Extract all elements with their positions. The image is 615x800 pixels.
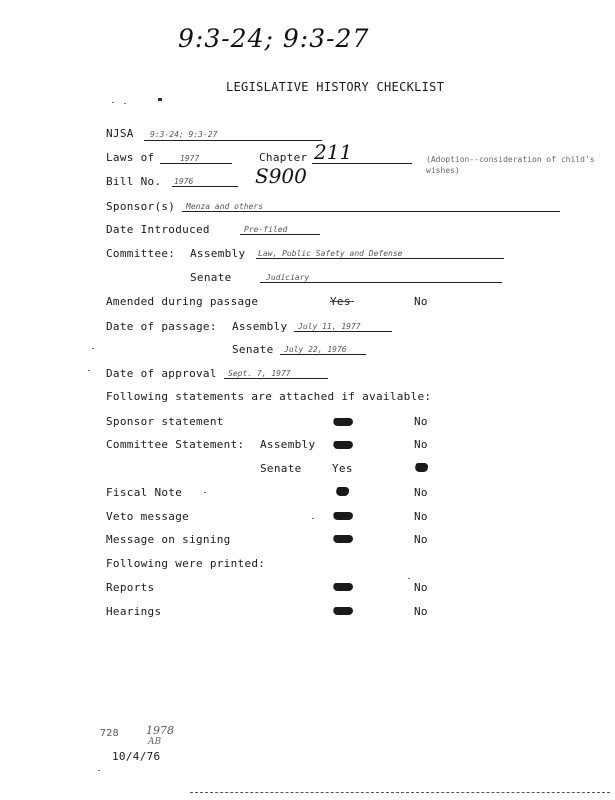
approval-underline: [224, 378, 328, 379]
scan-speck: [312, 518, 314, 519]
laws-of-value: 1977: [180, 154, 200, 163]
passage-senate-label: Senate: [232, 343, 274, 356]
scan-speck: [204, 492, 206, 493]
statements-heading: Following statements are attached if available:: [106, 390, 432, 403]
committee-senate-value: Judiciary: [266, 273, 310, 282]
scan-speck: [88, 370, 90, 371]
hearings-no: No: [414, 605, 428, 618]
scan-speck: [124, 103, 126, 104]
handwritten-bill-number: S900: [255, 164, 307, 188]
printed-heading: Following were printed:: [106, 557, 266, 570]
committee-senate-underline: [260, 282, 502, 283]
message-on-signing-label: Message on signing: [106, 533, 231, 546]
njsa-underline: [144, 140, 322, 141]
approval-value: Sept. 7, 1977: [228, 369, 291, 378]
veto-message-label: Veto message: [106, 510, 190, 523]
scan-speck: [98, 770, 100, 771]
committee-label: Committee:: [106, 247, 176, 260]
date-introduced-label: Date Introduced: [106, 223, 210, 236]
amended-yes: Yes: [330, 295, 351, 308]
njsa-label: NJSA: [106, 127, 134, 140]
fiscal-note-label: Fiscal Note: [106, 486, 183, 499]
chapter-label: Chapter: [259, 151, 308, 164]
committee-statement-assembly-label: Assembly: [260, 438, 316, 451]
committee-assembly-no: No: [414, 438, 428, 451]
page-title: LEGISLATIVE HISTORY CHECKLIST: [226, 80, 445, 94]
amended-label: Amended during passage: [106, 295, 259, 308]
message-on-signing-no: No: [414, 533, 428, 546]
amended-yes-strike: [330, 301, 354, 302]
hearings-yes-redacted: [332, 607, 354, 615]
sponsor-statement-label: Sponsor statement: [106, 415, 224, 428]
scan-speck: [92, 348, 94, 349]
njsa-value: 9:3-24; 9:3-27: [150, 130, 218, 139]
bill-no-label: Bill No.: [106, 175, 162, 188]
committee-statement-senate-label: Senate: [260, 462, 302, 475]
approval-label: Date of approval: [106, 367, 217, 380]
fiscal-note-yes-redacted: [335, 487, 350, 496]
sponsor-underline: [182, 211, 560, 212]
hearings-label: Hearings: [106, 605, 162, 618]
committee-assembly-underline: [256, 258, 504, 259]
bill-no-underline: [172, 186, 238, 187]
passage-assembly-underline: [294, 331, 392, 332]
handwritten-chapter-number: 211: [314, 140, 353, 164]
veto-message-no: No: [414, 510, 428, 523]
passage-assembly-label: Assembly: [232, 320, 288, 333]
committee-senate-label: Senate: [190, 271, 232, 284]
reports-no: No: [414, 581, 428, 594]
scan-speck: [158, 98, 162, 101]
passage-assembly-value: July 11, 1977: [298, 322, 361, 331]
reports-yes-redacted: [332, 583, 354, 591]
subject-note: (Adoption--consideration of child's wishes): [426, 155, 595, 175]
footer-date: 10/4/76: [112, 750, 161, 763]
sponsor-label: Sponsor(s): [106, 200, 176, 213]
committee-senate-yes: Yes: [332, 462, 353, 475]
signing-yes-redacted: [332, 535, 354, 543]
laws-of-label: Laws of: [106, 151, 155, 164]
footer-code: 728: [100, 728, 119, 739]
footer-year: 1978: [146, 724, 174, 737]
passage-senate-value: July 22, 1976: [284, 345, 347, 354]
passage-label: Date of passage:: [106, 320, 217, 333]
committee-senate-no-redacted: [414, 463, 429, 472]
committee-assembly-yes-redacted: [332, 441, 354, 449]
bill-no-value: 1976: [174, 177, 194, 186]
sponsor-statement-yes-redacted: [332, 418, 354, 426]
sponsor-value: Menza and others: [186, 202, 264, 211]
veto-message-yes-redacted: [332, 512, 354, 520]
committee-statement-label: Committee Statement:: [106, 438, 245, 451]
scan-speck: [408, 578, 410, 579]
reports-label: Reports: [106, 581, 155, 594]
passage-senate-underline: [280, 354, 366, 355]
committee-assembly-label: Assembly: [190, 247, 246, 260]
date-introduced-value: Pre-filed: [244, 225, 288, 234]
handwritten-statute-header: 9:3-24; 9:3-27: [178, 24, 370, 53]
bottom-scan-line: [190, 792, 610, 793]
amended-no: No: [414, 295, 428, 308]
committee-assembly-value: Law, Public Safety and Defense: [258, 249, 403, 258]
laws-of-underline: [160, 163, 232, 164]
scan-speck: [112, 102, 114, 103]
sponsor-statement-no: No: [414, 415, 428, 428]
date-introduced-underline: [240, 234, 320, 235]
fiscal-note-no: No: [414, 486, 428, 499]
footer-initials: AB: [148, 737, 162, 747]
